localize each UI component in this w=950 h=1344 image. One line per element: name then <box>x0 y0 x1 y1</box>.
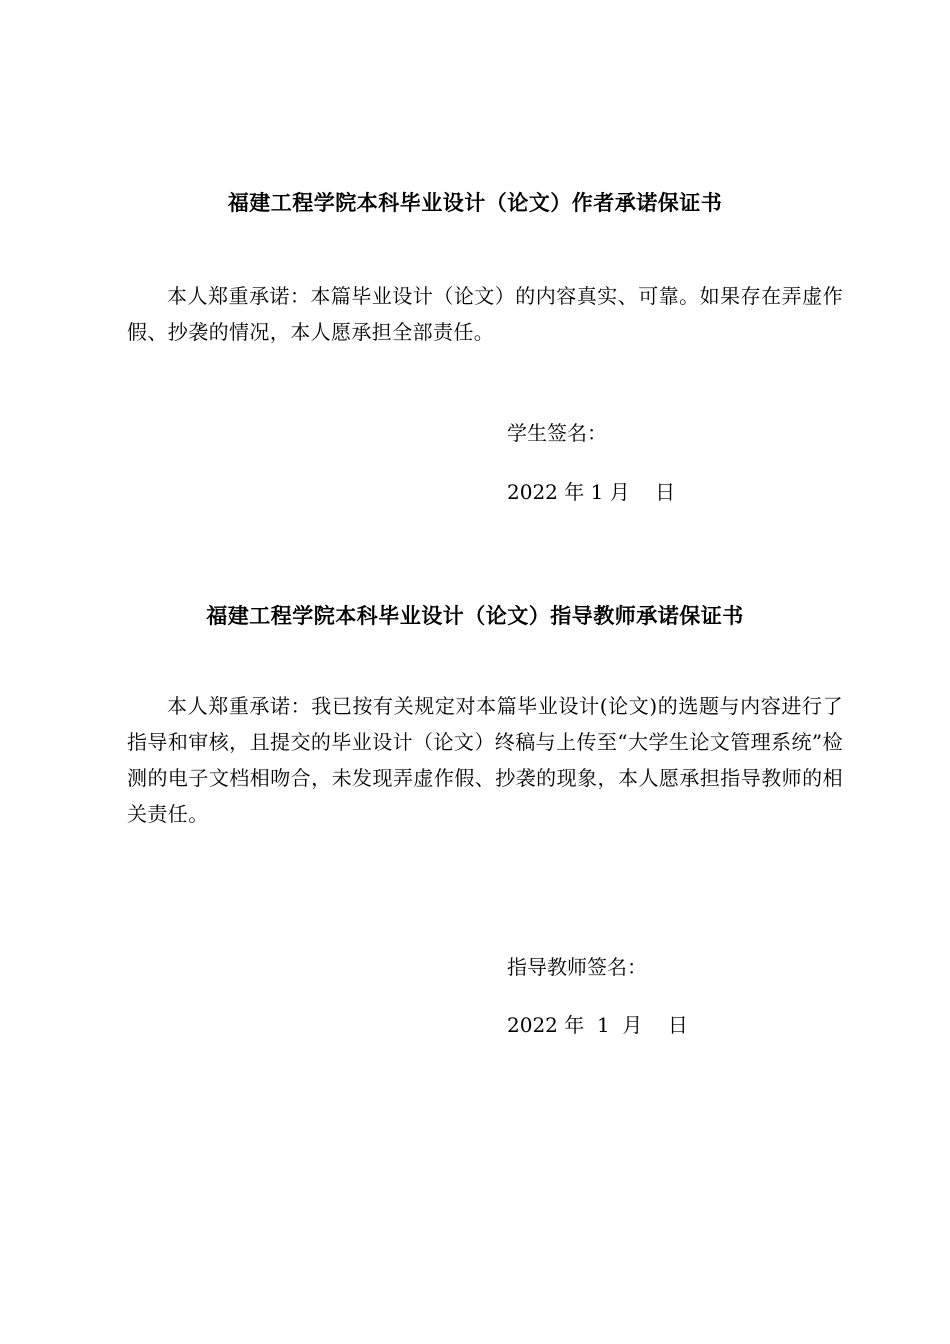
author-pledge-body: 本人郑重承诺：本篇毕业设计（论文）的内容真实、可靠。如果存在弄虚作假、抄袭的情况，本人愿承担全部责任。 <box>127 284 843 344</box>
advisor-pledge-body: 本人郑重承诺：我已按有关规定对本篇毕业设计(论文)的选题与内容进行了指导和审核，且提交的毕业设计（论文）终稿与上传至“大学生论文管理系统”检测的电子文档相吻合，未发现弄虚作假、抄袭的现象，本人愿承担指导教师的相关责任。 <box>127 694 843 826</box>
advisor-pledge-title: 福建工程学院本科毕业设计（论文）指导教师承诺保证书 <box>206 604 744 628</box>
author-pledge-title: 福建工程学院本科毕业设计（论文）作者承诺保证书 <box>227 191 723 215</box>
advisor-pledge-date: 2022 年 1 月 日 <box>507 1013 688 1037</box>
student-signature-label: 学生签名： <box>507 421 607 445</box>
author-pledge-date: 2022 年 1 月 日 <box>507 480 676 504</box>
advisor-signature-label: 指导教师签名： <box>507 955 647 979</box>
